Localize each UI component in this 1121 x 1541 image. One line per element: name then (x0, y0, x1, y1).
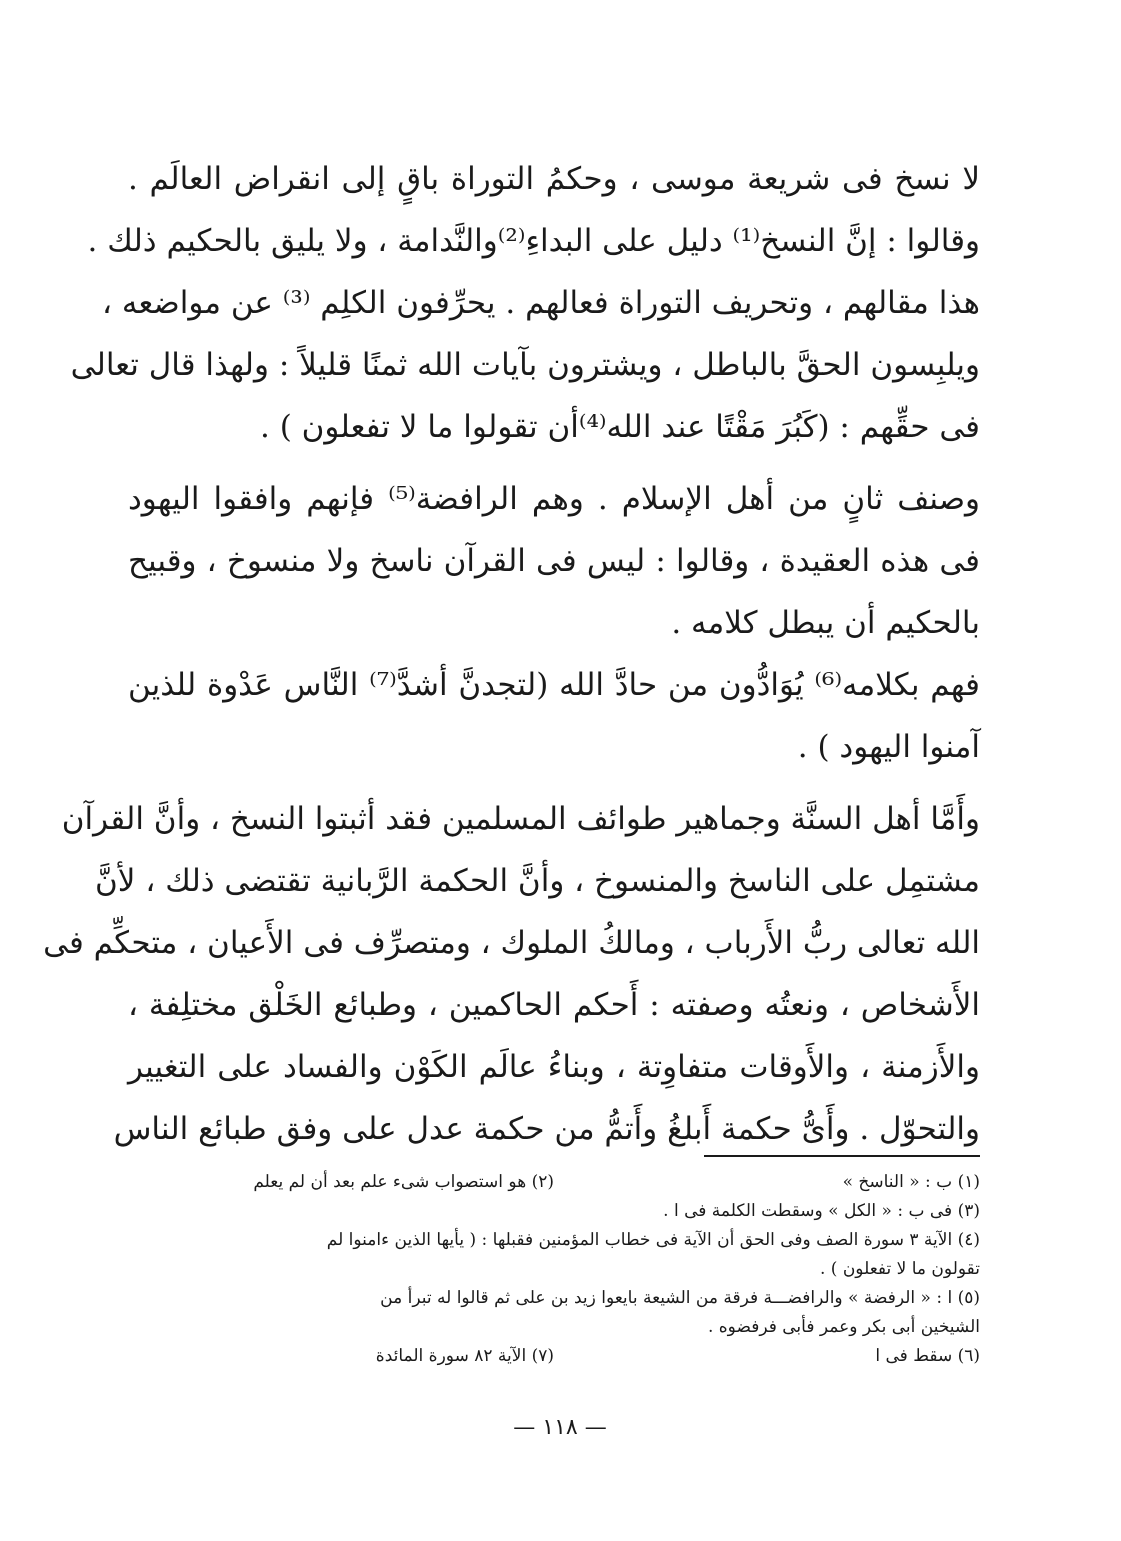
footnote-5: (٥) ا : « الرفضة » والرافضـــة فرقة من الشيعة بايعوا زيد بن على ثم قالوا له تبرأ من (380, 1288, 980, 1308)
footnote-divider (704, 1155, 980, 1157)
text-line: الأَشخاص ، ونعتُه وصفته : أَحكم الحاكمين ، وطبائع الخَلْق مختلِفة ، (128, 987, 980, 1023)
text-line: وأَمَّا أهل السنَّة وجماهير طوائف المسلمين فقد أثبتوا النسخ ، وأنَّ القرآن (61, 801, 980, 837)
footnote-5-cont: الشيخين أبى بكر وعمر فأبى فرفضوه . (707, 1317, 980, 1337)
text-line: فهم بكلامه⁽⁶⁾ يُوَادُّون من حادَّ الله (لتجدنَّ أشدَّ⁽⁷⁾ النَّاس عَدْوة للذين (128, 667, 981, 703)
text-line: لا نسخ فى شريعة موسى ، وحكمُ التوراة باقٍ إلى انقراض العالَم . (128, 161, 980, 197)
text-line: الله تعالى ربُّ الأَرباب ، ومالكُ الملوك ، ومتصرِّف فى الأَعيان ، متحكِّم فى (43, 925, 980, 961)
page-number: — ١١٨ — (513, 1415, 607, 1440)
footnote-row (128, 1168, 980, 1197)
main-text (43, 148, 981, 1160)
footnotes (128, 1168, 980, 1371)
footnote-4: (٤) الآية ٣ سورة الصف وفى الحق أن الآية فى خطاب المؤمنين فقبلها : ( يأيها الذين ءامنوا لم (326, 1230, 980, 1250)
text-line: والتحوّل . وأَىُّ حكمة أَبلغُ وأَتمُّ من حكمة عدل على وفق طبائع الناس (113, 1111, 980, 1147)
footnote-4-cont: تقولون ما لا تفعلون ) . (819, 1259, 980, 1279)
footnote-6: (٦) سقط فى ا (875, 1346, 980, 1366)
text-line: فى هذه العقيدة ، وقالوا : ليس فى القرآن ناسخ ولا منسوخ ، وقبيح (128, 543, 980, 579)
footnote-row (128, 1255, 980, 1284)
footnote-7: (٧) الآية ٨٢ سورة المائدة (375, 1346, 554, 1366)
footnote-1: (١) ب : « الناسخ » (842, 1172, 980, 1192)
text-line: مشتمِل على الناسخ والمنسوخ ، وأنَّ الحكمة الرَّبانية تقتضى ذلك ، لأنَّ (95, 863, 980, 899)
footnote-3: (٣) فى ب : « الكل » وسقطت الكلمة فى ا . (663, 1201, 980, 1221)
footnote-row (128, 1197, 980, 1226)
text-line: وقالوا : إنَّ النسخ⁽¹⁾ دليل على البداءِ⁽²⁾والنَّدامة ، ولا يليق بالحكيم ذلك . (87, 223, 980, 259)
footnote-row (128, 1226, 980, 1255)
text-line: وصنف ثانٍ من أهل الإسلام . وهم الرافضة⁽⁵⁾ فإنهم وافقوا اليهود (128, 481, 980, 517)
text-line: والأَزمنة ، والأَوقات متفاوِتة ، وبناءُ عالَم الكَوْن والفساد على التغيير (128, 1049, 980, 1085)
text-line: آمنوا اليهود ) . (797, 729, 980, 765)
footnote-2: (٢) هو استصواب شىء علم بعد أن لم يعلم (253, 1172, 554, 1192)
text-line: هذا مقالهم ، وتحريف التوراة فعالهم . يحرِّفون الكلِم ⁽³⁾ عن مواضعه ، (101, 285, 980, 321)
text-line: بالحكيم أن يبطل كلامه . (671, 605, 980, 641)
footnote-row (128, 1342, 980, 1371)
text-line: ويلبِسون الحقَّ بالباطل ، ويشترون بآيات الله ثمنًا قليلاً : ولهذا قال تعالى (70, 347, 980, 383)
footnote-row (128, 1313, 980, 1342)
footnote-row (128, 1284, 980, 1313)
text-line: فى حقِّهم : (كَبُرَ مَقْتًا عند الله⁽⁴⁾أن تقولوا ما لا تفعلون ) . (259, 409, 980, 445)
